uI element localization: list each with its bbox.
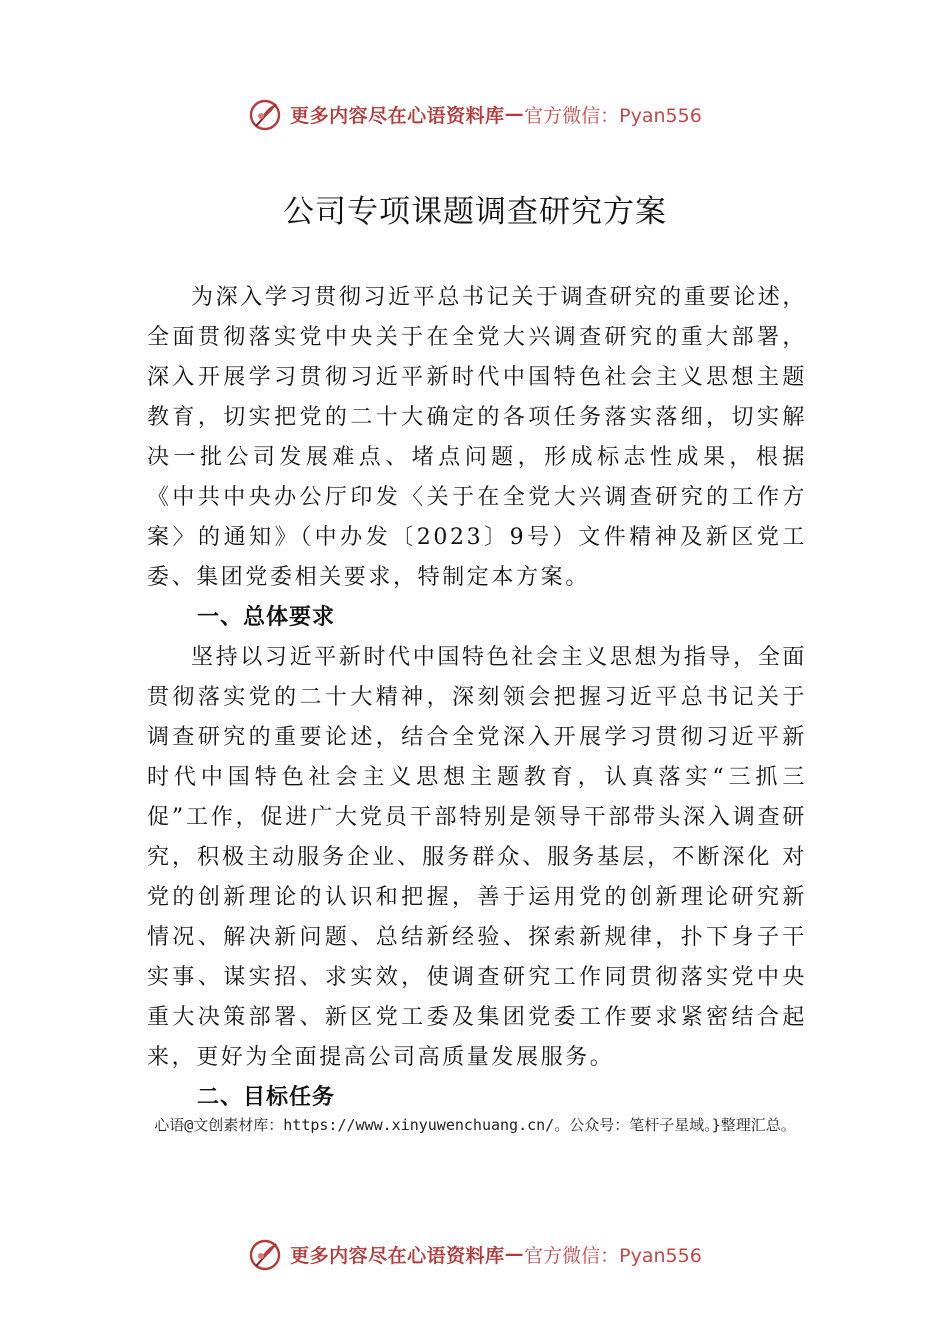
document-title: 公司专项课题调查研究方案: [283, 194, 667, 230]
intro-paragraph: 为深入学习贯彻习近平总书记关于调查研究的重要论述，全面贯彻落实党中央关于在全党大兴调查研究的重大部署，深入开展学习贯彻习近平新时代中国特色社会主义思想主题教育，切实把党的二十大确定的各项任务落实落细，切实解决一批公司发展难点、堵点问题，形成标志性成果，根据《中共中央办公厅印发〈关于在全党大兴调查研究的工作方案〉的通知》（中办发〔2023〕9号）文件精神及新区党工委、集团党委相关要求，特制定本方案。: [147, 285, 807, 590]
wechat-text: 官方微信：Pyan556: [524, 104, 702, 127]
quill-circle-logo-icon: [248, 96, 284, 132]
document-body: [147, 278, 807, 1118]
brand-text: 更多内容尽在心语资料库: [290, 1244, 505, 1267]
section2-heading: 二、目标任务: [197, 1085, 336, 1110]
source-note: 心语@文创素材库：https://www.xinyuwenchuang.cn/。公众号：笔杆子星域。}整理汇总。: [154, 1116, 796, 1134]
banner-separator: —: [504, 1243, 525, 1265]
section1-paragraph: 坚持以习近平新时代中国特色社会主义思想为指导，全面贯彻落实党的二十大精神，深刻领会把握习近平总书记关于调查研究的重要论述，结合全党深入开展学习贯彻习近平新时代中国特色社会主义思想主题教育，认真落实“三抓三促”工作，促进广大党员干部特别是领导干部带头深入调查研究，积极主动服务企业、服务群众、服务基层，不断深化 对党的创新理论的认识和把握，善于运用党的创新理论研究新情况、解决新问题、总结新经验、探索新规律，扑下身子干实事、谋实招、求实效，使调查研究工作同贯彻落实党中央重大决策部署、新区党工委及集团党委工作要求紧密结合起来，更好为全面提高公司高质量发展服务。: [147, 645, 807, 1070]
top-banner: [0, 94, 950, 134]
section1-heading: 一、总体要求: [197, 605, 336, 630]
brand-text: 更多内容尽在心语资料库: [290, 104, 505, 127]
bottom-banner: [0, 1234, 950, 1274]
wechat-text: 官方微信：Pyan556: [524, 1244, 702, 1267]
quill-circle-logo-icon: [248, 1236, 284, 1272]
banner-separator: —: [504, 103, 525, 125]
